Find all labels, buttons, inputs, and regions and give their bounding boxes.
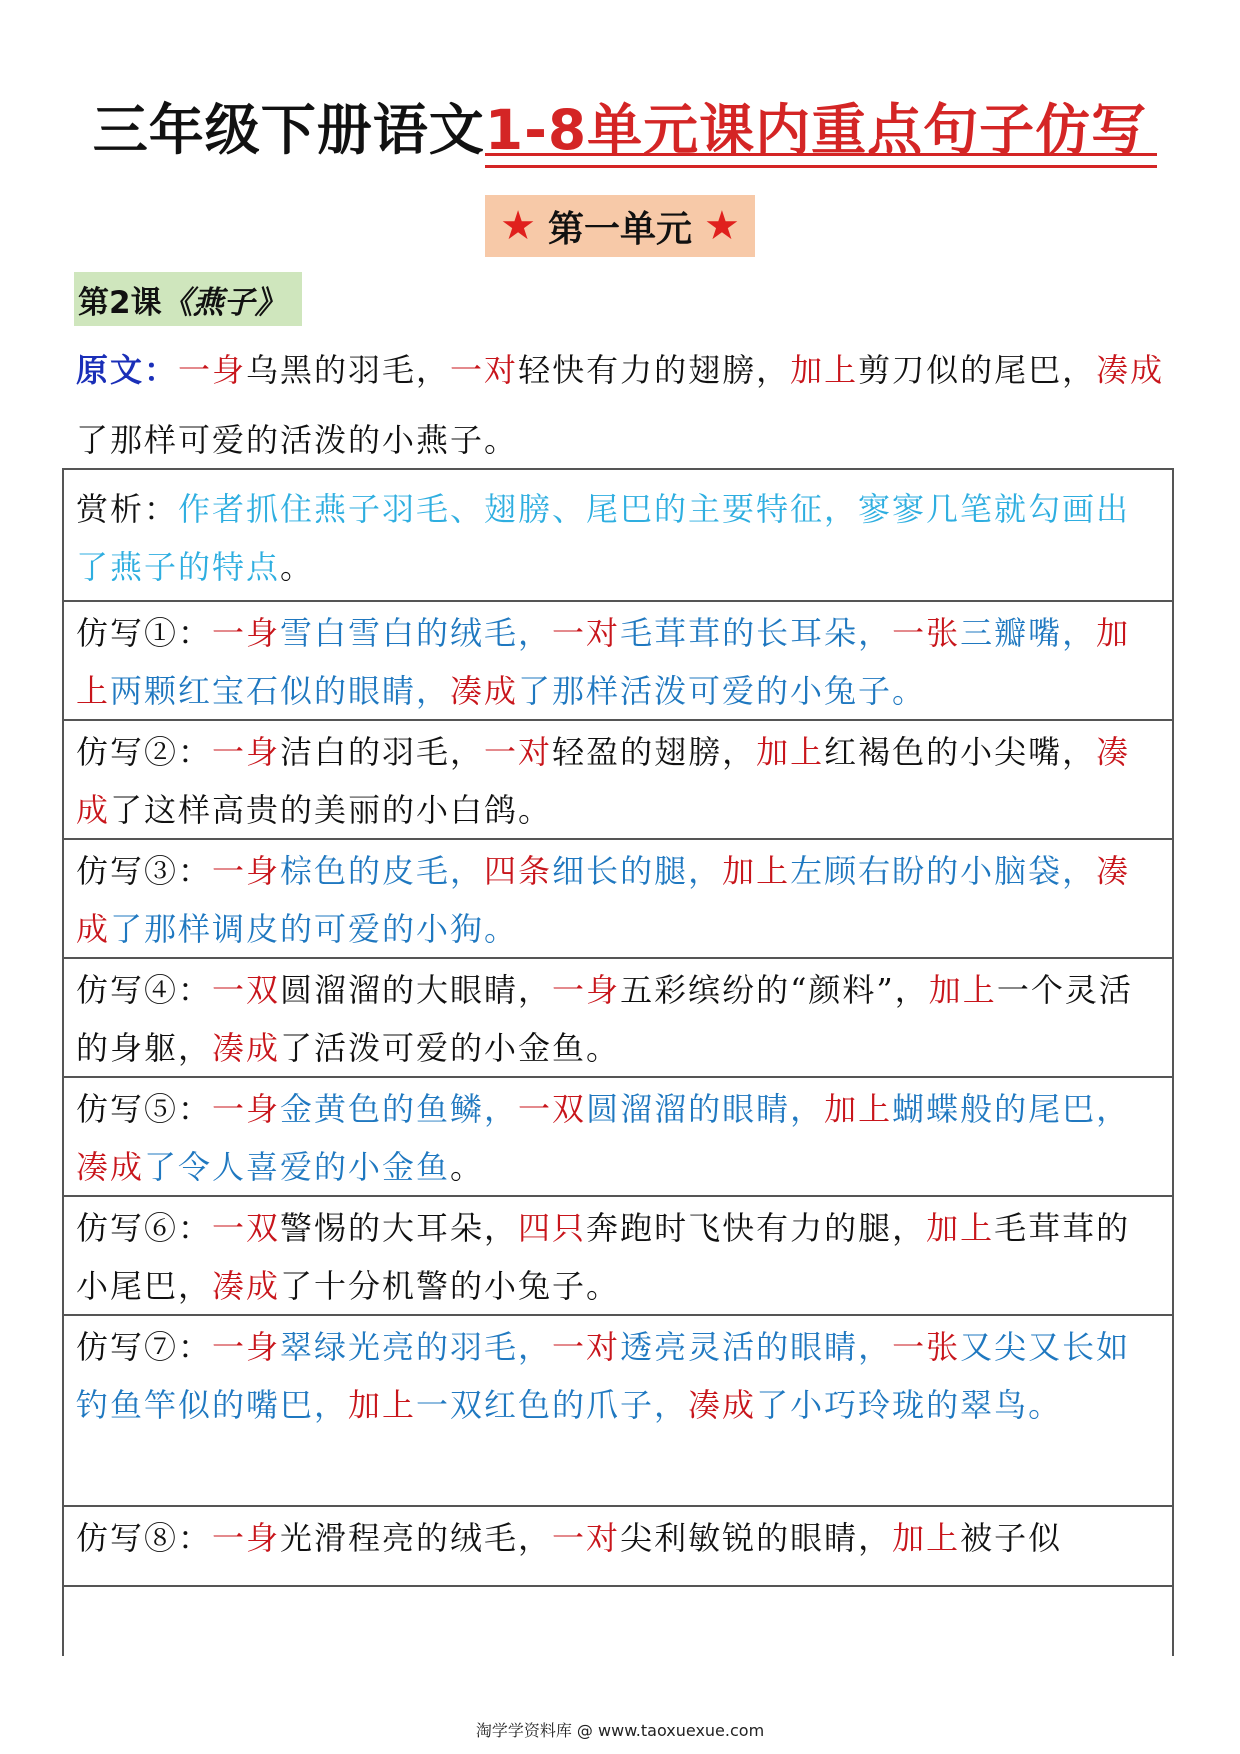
keyword: 凑成 [76, 852, 1131, 948]
row-label: 仿写⑤： [76, 1090, 213, 1128]
row-text: 金黄色的鱼鳞， [280, 1090, 519, 1128]
lesson-title: 《燕子》 [161, 284, 286, 321]
keyword: 凑成 [1096, 351, 1165, 389]
keyword: 凑成 [76, 733, 1131, 829]
row-label: 仿写③： [76, 852, 213, 890]
row-text: 警惕的大耳朵， [280, 1209, 519, 1247]
keyword: 一身 [212, 1090, 281, 1128]
row-text: 五彩缤纷的“颜料”， [620, 971, 929, 1009]
footer-watermark: 淘学学资料库 @ www.taoxuexue.com [475, 1721, 765, 1740]
keyword: 凑成 [212, 1267, 281, 1305]
row-text: 了活泼可爱的小金鱼。 [280, 1029, 621, 1067]
row-text: 了那样调皮的可爱的小狗。 [110, 910, 519, 948]
unit-label: 第一单元 [547, 208, 692, 250]
row-text: 奔跑时飞快有力的腿， [586, 1209, 927, 1247]
keyword: 加上 [348, 1386, 417, 1424]
keyword: 凑成 [450, 672, 519, 710]
keyword: 加上 [928, 971, 997, 1009]
keyword: 一双 [212, 971, 281, 1009]
keyword: 加上 [756, 733, 825, 771]
keyword: 一对 [552, 614, 621, 652]
row-text: 被子似 [960, 1519, 1063, 1557]
row-text: 翠绿光亮的羽毛， [280, 1328, 553, 1366]
keyword: 一张 [892, 614, 961, 652]
row-label: 仿写②： [76, 733, 213, 771]
keyword: 加上 [824, 1090, 893, 1128]
imitation-row-1 [64, 602, 1172, 721]
row-text: 透亮灵活的眼睛， [620, 1328, 893, 1366]
star-icon: ★ [500, 203, 536, 249]
imitation-row-5 [64, 1078, 1172, 1197]
star-icon: ★ [704, 203, 740, 249]
keyword: 加上 [926, 1209, 995, 1247]
imitation-row-8 [64, 1507, 1172, 1587]
keyword: 一身 [212, 1328, 281, 1366]
title-red-part: 1-8单元课内重点句子仿写 [484, 98, 1148, 162]
keyword: 凑成 [212, 1029, 281, 1067]
page-title [0, 95, 1240, 165]
row-text: 圆溜溜的大眼睛， [280, 971, 553, 1009]
row-text: 尖利敏锐的眼睛， [620, 1519, 893, 1557]
original-text: 剪刀似的尾巴， [858, 351, 1097, 389]
row-end: 。 [450, 1148, 485, 1186]
row-text: 毛茸茸的长耳朵， [620, 614, 893, 652]
keyword: 一对 [484, 733, 553, 771]
keyword: 一身 [552, 971, 621, 1009]
imitation-row-7 [64, 1316, 1172, 1507]
imitation-table [62, 468, 1174, 1656]
original-sentence [76, 335, 1186, 475]
original-text: 乌黑的羽毛， [246, 351, 451, 389]
row-text: 了令人喜爱的小金鱼 [144, 1148, 451, 1186]
row-text: 了小巧玲珑的翠鸟。 [756, 1386, 1063, 1424]
title-black-part: 三年级下册语文 [92, 98, 485, 162]
row-text: 轻盈的翅膀， [552, 733, 757, 771]
keyword: 凑成 [76, 1148, 145, 1186]
row-label: 仿写⑦： [76, 1328, 213, 1366]
row-text: 了十分机警的小兔子。 [280, 1267, 621, 1305]
row-text: 洁白的羽毛， [280, 733, 485, 771]
row-text: 毛茸茸的小尾巴， [76, 1209, 1131, 1305]
imitation-row-4 [64, 959, 1172, 1078]
row-label: 仿写⑥： [76, 1209, 213, 1247]
keyword: 一身 [212, 733, 281, 771]
row-text: 了这样高贵的美丽的小白鸽。 [110, 791, 553, 829]
keyword: 一双 [212, 1209, 281, 1247]
imitation-row-6 [64, 1197, 1172, 1316]
keyword: 一对 [450, 351, 519, 389]
keyword: 加上 [722, 852, 791, 890]
row-text: 光滑程亮的绒毛， [280, 1519, 553, 1557]
keyword: 一张 [892, 1328, 961, 1366]
row-label: 仿写④： [76, 971, 213, 1009]
keyword: 一身 [212, 614, 281, 652]
imitation-row-3 [64, 840, 1172, 959]
keyword: 一身 [178, 351, 247, 389]
row-text: 圆溜溜的眼睛， [586, 1090, 825, 1128]
row-text: 雪白雪白的绒毛， [280, 614, 553, 652]
row-text: 一个灵活的身躯， [76, 971, 1133, 1067]
analysis-text: 作者抓住燕子羽毛、翅膀、尾巴的主要特征，寥寥几笔就勾画出了燕子的特点 [76, 490, 1131, 586]
imitation-row-2 [64, 721, 1172, 840]
unit-heading [485, 195, 755, 257]
keyword: 一对 [552, 1328, 621, 1366]
keyword: 四条 [484, 852, 553, 890]
analysis-row [64, 470, 1172, 602]
keyword: 加上 [76, 614, 1131, 710]
original-label: 原文： [76, 351, 179, 389]
row-label: 赏析： [76, 490, 179, 528]
keyword: 一身 [212, 852, 281, 890]
row-label: 仿写①： [76, 614, 213, 652]
row-text: 细长的腿， [552, 852, 723, 890]
original-text: 了那样可爱的活泼的小燕子。 [76, 421, 519, 459]
row-text: 蝴蝶般的尾巴， [892, 1090, 1131, 1128]
keyword: 一对 [552, 1519, 621, 1557]
row-text: 两颗红宝石似的眼睛， [110, 672, 451, 710]
keyword: 加上 [892, 1519, 961, 1557]
keyword: 一双 [518, 1090, 587, 1128]
row-text: 三瓣嘴， [960, 614, 1097, 652]
analysis-end: 。 [280, 548, 315, 586]
keyword: 四只 [518, 1209, 587, 1247]
row-text: 红褐色的小尖嘴， [824, 733, 1097, 771]
keyword: 凑成 [688, 1386, 757, 1424]
lesson-heading [74, 272, 302, 326]
original-text: 轻快有力的翅膀， [518, 351, 791, 389]
keyword: 加上 [790, 351, 859, 389]
row-text: 棕色的皮毛， [280, 852, 485, 890]
row-text: 左顾右盼的小脑袋， [790, 852, 1097, 890]
row-text: 又尖又长如钓鱼竿似的嘴巴， [76, 1328, 1131, 1424]
row-label: 仿写⑧： [76, 1519, 213, 1557]
keyword: 一身 [212, 1519, 281, 1557]
row-text: 一双红色的爪子， [416, 1386, 689, 1424]
row-text: 了那样活泼可爱的小兔子。 [518, 672, 927, 710]
lesson-number: 第2课 [78, 284, 162, 321]
